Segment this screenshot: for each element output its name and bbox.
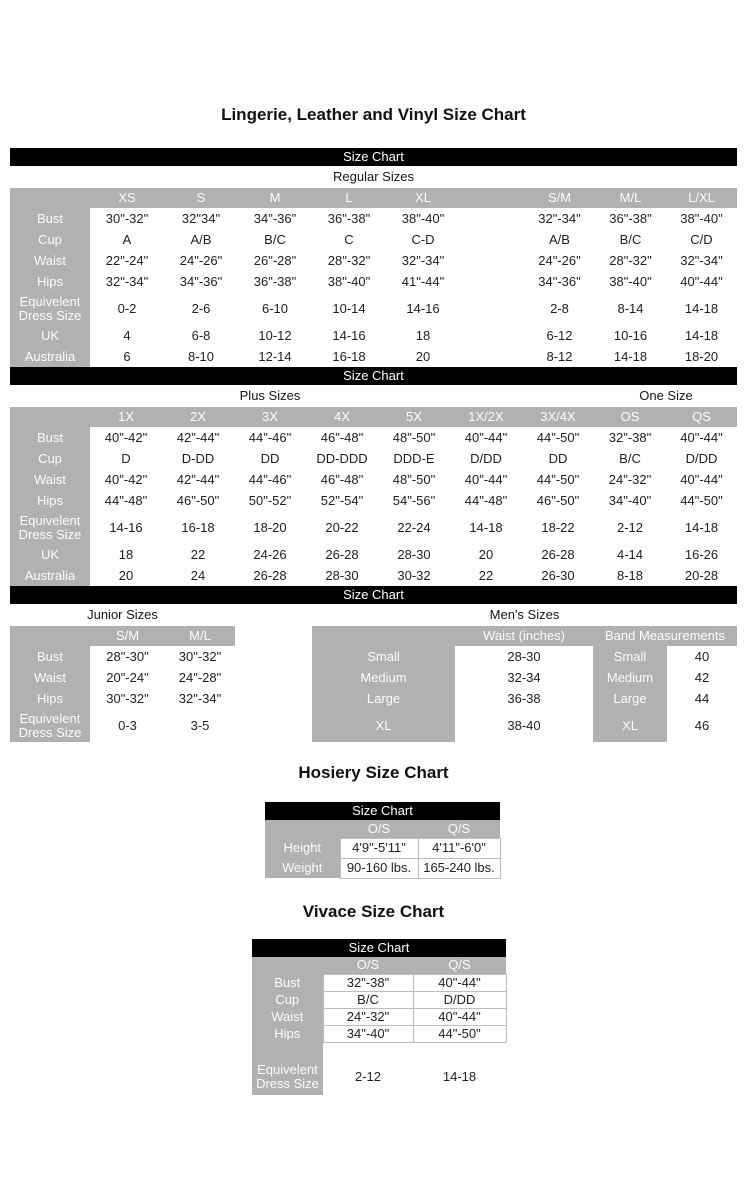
cell: QS (666, 407, 737, 427)
cell (413, 1043, 506, 1059)
table-row (312, 667, 737, 688)
cell: Large (312, 688, 455, 709)
cell: 46"-48" (320, 471, 364, 487)
mens-corner-cell (312, 626, 455, 646)
cell (460, 208, 524, 229)
cell: Medium (312, 667, 455, 688)
cell: B/C (619, 450, 641, 466)
regular-header-row (10, 188, 737, 208)
cell: 6-8 (191, 327, 211, 343)
cell: XL (386, 188, 460, 208)
table-row (312, 688, 737, 709)
table-row (10, 250, 737, 271)
cell: 26-30 (541, 567, 575, 583)
cell: 28-30 (397, 546, 431, 562)
cell: 14-18 (684, 519, 719, 535)
cell: 40"-44" (464, 429, 508, 445)
cell: S (164, 188, 238, 208)
cell: O/S (323, 957, 413, 975)
cell: 32"-34" (538, 210, 581, 226)
table-row (265, 838, 500, 858)
cell: Cup (10, 448, 90, 469)
cell: 40"-44" (413, 1009, 506, 1026)
cell (460, 271, 524, 292)
cell: 40"-44" (680, 273, 723, 289)
cell: 46 (694, 717, 710, 733)
plus-sizes-label: Plus Sizes (239, 388, 301, 403)
cell: 4 (123, 327, 131, 343)
cell: 36"-38" (327, 210, 371, 226)
cell: DD (548, 450, 568, 466)
cell: Bust (252, 975, 323, 992)
junior-mens-tables (10, 626, 737, 742)
plus-header-row (10, 407, 737, 427)
mens-waist-header-cell: Waist (inches) (455, 626, 593, 646)
hosiery-table (265, 820, 501, 879)
cell: Weight (265, 858, 340, 878)
junior-sizes-table (10, 626, 235, 742)
cell: M (238, 188, 312, 208)
cell: 32"-38" (608, 429, 652, 445)
cell: 38"-40" (401, 210, 445, 226)
size-chart-bar-plus: Size Chart (10, 367, 737, 385)
cell: 18-20 (253, 519, 287, 535)
mens-sizes-label: Men's Sizes (489, 607, 560, 622)
cell: 28-30 (325, 567, 359, 583)
table-row (252, 992, 506, 1009)
cell: 30-32 (397, 567, 431, 583)
one-size-label: One Size (639, 388, 693, 403)
cell: 22"-24" (105, 252, 149, 268)
size-chart-bar-hosiery: Size Chart (265, 802, 500, 820)
cell: Q/S (413, 957, 506, 975)
cell (460, 188, 524, 208)
cell: 44"-46" (248, 471, 292, 487)
cell: UK (10, 544, 90, 565)
cell: OS (594, 407, 666, 427)
cell: Equivelent Dress Size (252, 1059, 323, 1095)
table-row (10, 490, 737, 511)
cell: 44"-48" (104, 492, 148, 508)
junior-mens-subtitle-row (10, 604, 737, 626)
cell: 38"-40" (327, 273, 371, 289)
cell: Hips (10, 688, 90, 709)
table-row (10, 346, 737, 367)
table-row (10, 229, 737, 250)
cell: 40"-42" (104, 429, 148, 445)
cell: 34"-40" (323, 1026, 413, 1043)
cell: 14-18 (469, 519, 503, 535)
cell: 3X/4X (522, 407, 594, 427)
cell: D-DD (181, 450, 215, 466)
cell: 26-28 (541, 546, 575, 562)
cell: 1X/2X (450, 407, 522, 427)
cell: 20-22 (325, 519, 359, 535)
cell: A (122, 231, 132, 247)
cell: 28-30 (507, 648, 541, 664)
table-row (252, 975, 506, 992)
cell: 12-14 (258, 348, 292, 364)
cell: 4'9"-5'11" (340, 838, 418, 858)
cell: M/L (165, 626, 235, 646)
cell: 44"-50" (536, 471, 580, 487)
cell: 24"-26" (538, 252, 581, 268)
cell: 10-16 (613, 327, 648, 343)
cell: 2-6 (191, 300, 211, 316)
table-row (10, 448, 737, 469)
cell: 26"-28" (253, 252, 297, 268)
cell: 2-8 (550, 300, 569, 316)
size-chart-bar-junior-mens: Size Chart (10, 586, 737, 604)
cell: 38"-40" (609, 273, 652, 289)
table-row (10, 325, 737, 346)
cell: Equivelent Dress Size (10, 709, 90, 742)
cell (460, 229, 524, 250)
cell: D/DD (413, 992, 506, 1009)
table-row (10, 208, 737, 229)
page-title: Lingerie, Leather and Vinyl Size Chart (221, 105, 526, 124)
cell: 4-14 (616, 546, 644, 562)
vivace-chart (252, 939, 506, 1095)
cell: 18-20 (684, 348, 719, 364)
junior-header-row (10, 626, 235, 646)
table-row (10, 688, 235, 709)
cell: 38-40 (507, 717, 541, 733)
cell: 24"-32" (323, 1009, 413, 1026)
cell: Waist (10, 469, 90, 490)
junior-sizes-label: Junior Sizes (87, 607, 158, 622)
cell: Bust (10, 208, 90, 229)
cell: L (312, 188, 386, 208)
cell: 22 (478, 567, 494, 583)
cell (252, 957, 323, 975)
cell: 6-10 (261, 300, 289, 316)
cell: 34"-36" (179, 273, 223, 289)
hosiery-header-row (265, 820, 500, 838)
cell: 10-14 (332, 300, 366, 316)
table-row (10, 565, 737, 586)
cell: 8-10 (187, 348, 215, 364)
cell: Waist (252, 1009, 323, 1026)
mens-band-header-cell: Band Measurements (593, 626, 737, 646)
cell (10, 407, 90, 427)
cell: 8-12 (546, 348, 573, 364)
cell: 41"-44" (401, 273, 445, 289)
cell: 0-2 (117, 300, 137, 316)
cell: 3X (234, 407, 306, 427)
cell: A/B (190, 231, 212, 247)
mens-sizes-table (312, 626, 737, 742)
cell (265, 820, 340, 838)
cell: 40"-42" (104, 471, 148, 487)
cell: 4'11"-6'0" (418, 838, 500, 858)
cell: 36-38 (507, 690, 541, 706)
cell: 24"-26" (179, 252, 223, 268)
cell: XS (90, 188, 164, 208)
table-row (312, 709, 737, 742)
cell: 20 (478, 546, 494, 562)
cell: 36"-38" (609, 210, 652, 226)
cell: 40"-44" (680, 471, 723, 487)
cell: O/S (340, 820, 418, 838)
cell: 34"-36" (538, 273, 581, 289)
cell (460, 346, 524, 367)
cell: 42"-44" (176, 471, 220, 487)
cell: L/XL (666, 188, 737, 208)
cell (10, 626, 90, 646)
cell: B/C (323, 992, 413, 1009)
cell: 10-12 (258, 327, 292, 343)
cell: Hips (252, 1026, 323, 1043)
cell: C-D (411, 231, 435, 247)
cell: S/M (90, 626, 165, 646)
table-row (312, 646, 737, 667)
plus-sizes-table (10, 407, 737, 586)
table-row (10, 646, 235, 667)
cell: 20"-24" (106, 669, 149, 685)
cell: 46"-50" (176, 492, 220, 508)
cell: 30"-32" (105, 210, 149, 226)
cell: C/D (690, 231, 713, 247)
cell: DD-DDD (316, 450, 368, 466)
cell: M/L (595, 188, 666, 208)
hosiery-title: Hosiery Size Chart (298, 763, 449, 782)
cell: DDD-E (393, 450, 435, 466)
cell: 44"-46" (248, 429, 292, 445)
cell: 30"-32" (106, 690, 149, 706)
cell: B/C (619, 231, 642, 247)
cell: Small (312, 646, 455, 667)
cell (460, 250, 524, 271)
cell: 28"-32" (327, 252, 371, 268)
cell: 44"-48" (464, 492, 508, 508)
cell: 36"-38" (253, 273, 297, 289)
table-row (10, 544, 737, 565)
cell: 2-12 (354, 1068, 382, 1084)
cell: 1X (90, 407, 162, 427)
cell: 22 (190, 546, 206, 562)
cell: 14-18 (684, 300, 719, 316)
cell: D/DD (470, 450, 502, 466)
cell: 34"-36" (253, 210, 297, 226)
cell: 5X (378, 407, 450, 427)
cell: 0-3 (118, 717, 137, 733)
cell (460, 292, 524, 325)
cell: 34"-40" (608, 492, 652, 508)
cell: 48"-50" (392, 471, 436, 487)
table-row (252, 1059, 506, 1095)
cell: Cup (252, 992, 323, 1009)
cell: Small (593, 646, 667, 667)
cell (460, 325, 524, 346)
cell: 24 (190, 567, 206, 583)
cell: 16-18 (181, 519, 215, 535)
cell: 14-16 (109, 519, 143, 535)
cell: S/M (524, 188, 595, 208)
cell: 8-14 (617, 300, 644, 316)
cell: B/C (264, 231, 286, 247)
hosiery-chart (265, 802, 500, 879)
cell: 2-12 (616, 519, 644, 535)
cell: A/B (549, 231, 570, 247)
cell: 40"-44" (464, 471, 508, 487)
cell: 20-28 (684, 567, 719, 583)
cell: 32"-34" (680, 252, 723, 268)
cell: 16-26 (684, 546, 719, 562)
cell: D (121, 450, 131, 466)
cell: 90-160 lbs. (340, 858, 418, 878)
cell: 20 (415, 348, 431, 364)
cell: Bust (10, 646, 90, 667)
cell: Hips (10, 490, 90, 511)
mens-header-row (312, 626, 737, 646)
cell: Equivelent Dress Size (10, 511, 90, 544)
cell: 6-12 (546, 327, 573, 343)
cell: 38"-40" (680, 210, 723, 226)
vivace-title: Vivace Size Chart (302, 901, 445, 921)
cell: 46"-48" (320, 429, 364, 445)
cell: Bust (10, 427, 90, 448)
cell: 3-5 (190, 717, 210, 733)
cell: Equivelent Dress Size (10, 292, 90, 325)
cell: 32"-34" (401, 252, 445, 268)
cell: 26-28 (253, 567, 287, 583)
cell: Medium (593, 667, 667, 688)
cell: Waist (10, 250, 90, 271)
size-chart-bar-vivace: Size Chart (252, 939, 506, 957)
table-row (10, 511, 737, 544)
cell: 18-22 (541, 519, 575, 535)
cell: 32"-38" (323, 975, 413, 992)
cell: 46"-50" (536, 492, 580, 508)
cell: Q/S (418, 820, 500, 838)
cell: 32"-34" (105, 273, 149, 289)
cell: 24-26 (253, 546, 287, 562)
regular-sizes-table (10, 188, 737, 367)
cell: 48"-50" (392, 429, 436, 445)
cell (252, 1043, 323, 1059)
table-row (252, 1009, 506, 1026)
cell: UK (10, 325, 90, 346)
vivace-header-row (252, 957, 506, 975)
cell: Waist (10, 667, 90, 688)
cell: 42"-44" (176, 429, 220, 445)
cell: 42 (694, 669, 710, 685)
cell (323, 1043, 413, 1059)
cell: 44"-50" (680, 492, 723, 508)
cell: 32-34 (507, 669, 541, 685)
cell: 14-16 (332, 327, 366, 343)
table-row (265, 858, 500, 878)
cell: 14-18 (684, 327, 719, 343)
cell: 52"-54" (320, 492, 364, 508)
cell: 28"-30" (106, 648, 149, 664)
cell: 2X (162, 407, 234, 427)
plus-subtitle-row (10, 385, 737, 407)
regular-sizes-subtitle: Regular Sizes (333, 169, 414, 184)
cell: 54"-56" (392, 492, 436, 508)
cell: Australia (10, 565, 90, 586)
table-row (10, 709, 235, 742)
cell: Australia (10, 346, 90, 367)
vivace-table (252, 957, 507, 1095)
cell: 8-18 (616, 567, 644, 583)
table-row (10, 292, 737, 325)
cell: D/DD (685, 450, 718, 466)
cell: 22-24 (397, 519, 431, 535)
cell: Height (265, 838, 340, 858)
cell: Hips (10, 271, 90, 292)
cell: 50"-52" (248, 492, 292, 508)
size-chart-page (10, 0, 737, 1095)
cell: XL (593, 709, 667, 742)
cell: 6 (123, 348, 131, 364)
cell: 30"-32" (178, 648, 222, 664)
cell: XL (312, 709, 455, 742)
cell: 28"-32" (609, 252, 652, 268)
cell: 18 (415, 327, 431, 343)
cell (10, 188, 90, 208)
table-row (10, 427, 737, 448)
cell: 20 (118, 567, 134, 583)
cell: 44"-50" (536, 429, 580, 445)
cell: 40"-44" (680, 429, 723, 445)
cell: 32"-34" (178, 690, 222, 706)
cell: 26-28 (325, 546, 359, 562)
cell: 4X (306, 407, 378, 427)
cell: 165-240 lbs. (418, 858, 500, 878)
cell: C (344, 231, 354, 247)
cell: 40 (694, 648, 710, 664)
cell: 24"-28" (178, 669, 222, 685)
spacer-row (252, 1043, 506, 1059)
cell: 14-18 (613, 348, 648, 364)
table-row (10, 271, 737, 292)
cell: 40"-44" (413, 975, 506, 992)
cell: DD (260, 450, 280, 466)
cell: 14-18 (442, 1068, 477, 1084)
cell: 16-18 (332, 348, 366, 364)
cell: 14-16 (406, 300, 440, 316)
cell: Cup (10, 229, 90, 250)
cell: 44"-50" (413, 1026, 506, 1043)
cell: 32"34" (181, 210, 221, 226)
table-row (10, 469, 737, 490)
cell: Large (593, 688, 667, 709)
cell: 24"-32" (608, 471, 652, 487)
cell: 44 (694, 690, 710, 706)
cell: 18 (118, 546, 134, 562)
table-row (252, 1026, 506, 1043)
size-chart-bar-regular: Size Chart (10, 148, 737, 166)
table-row (10, 667, 235, 688)
